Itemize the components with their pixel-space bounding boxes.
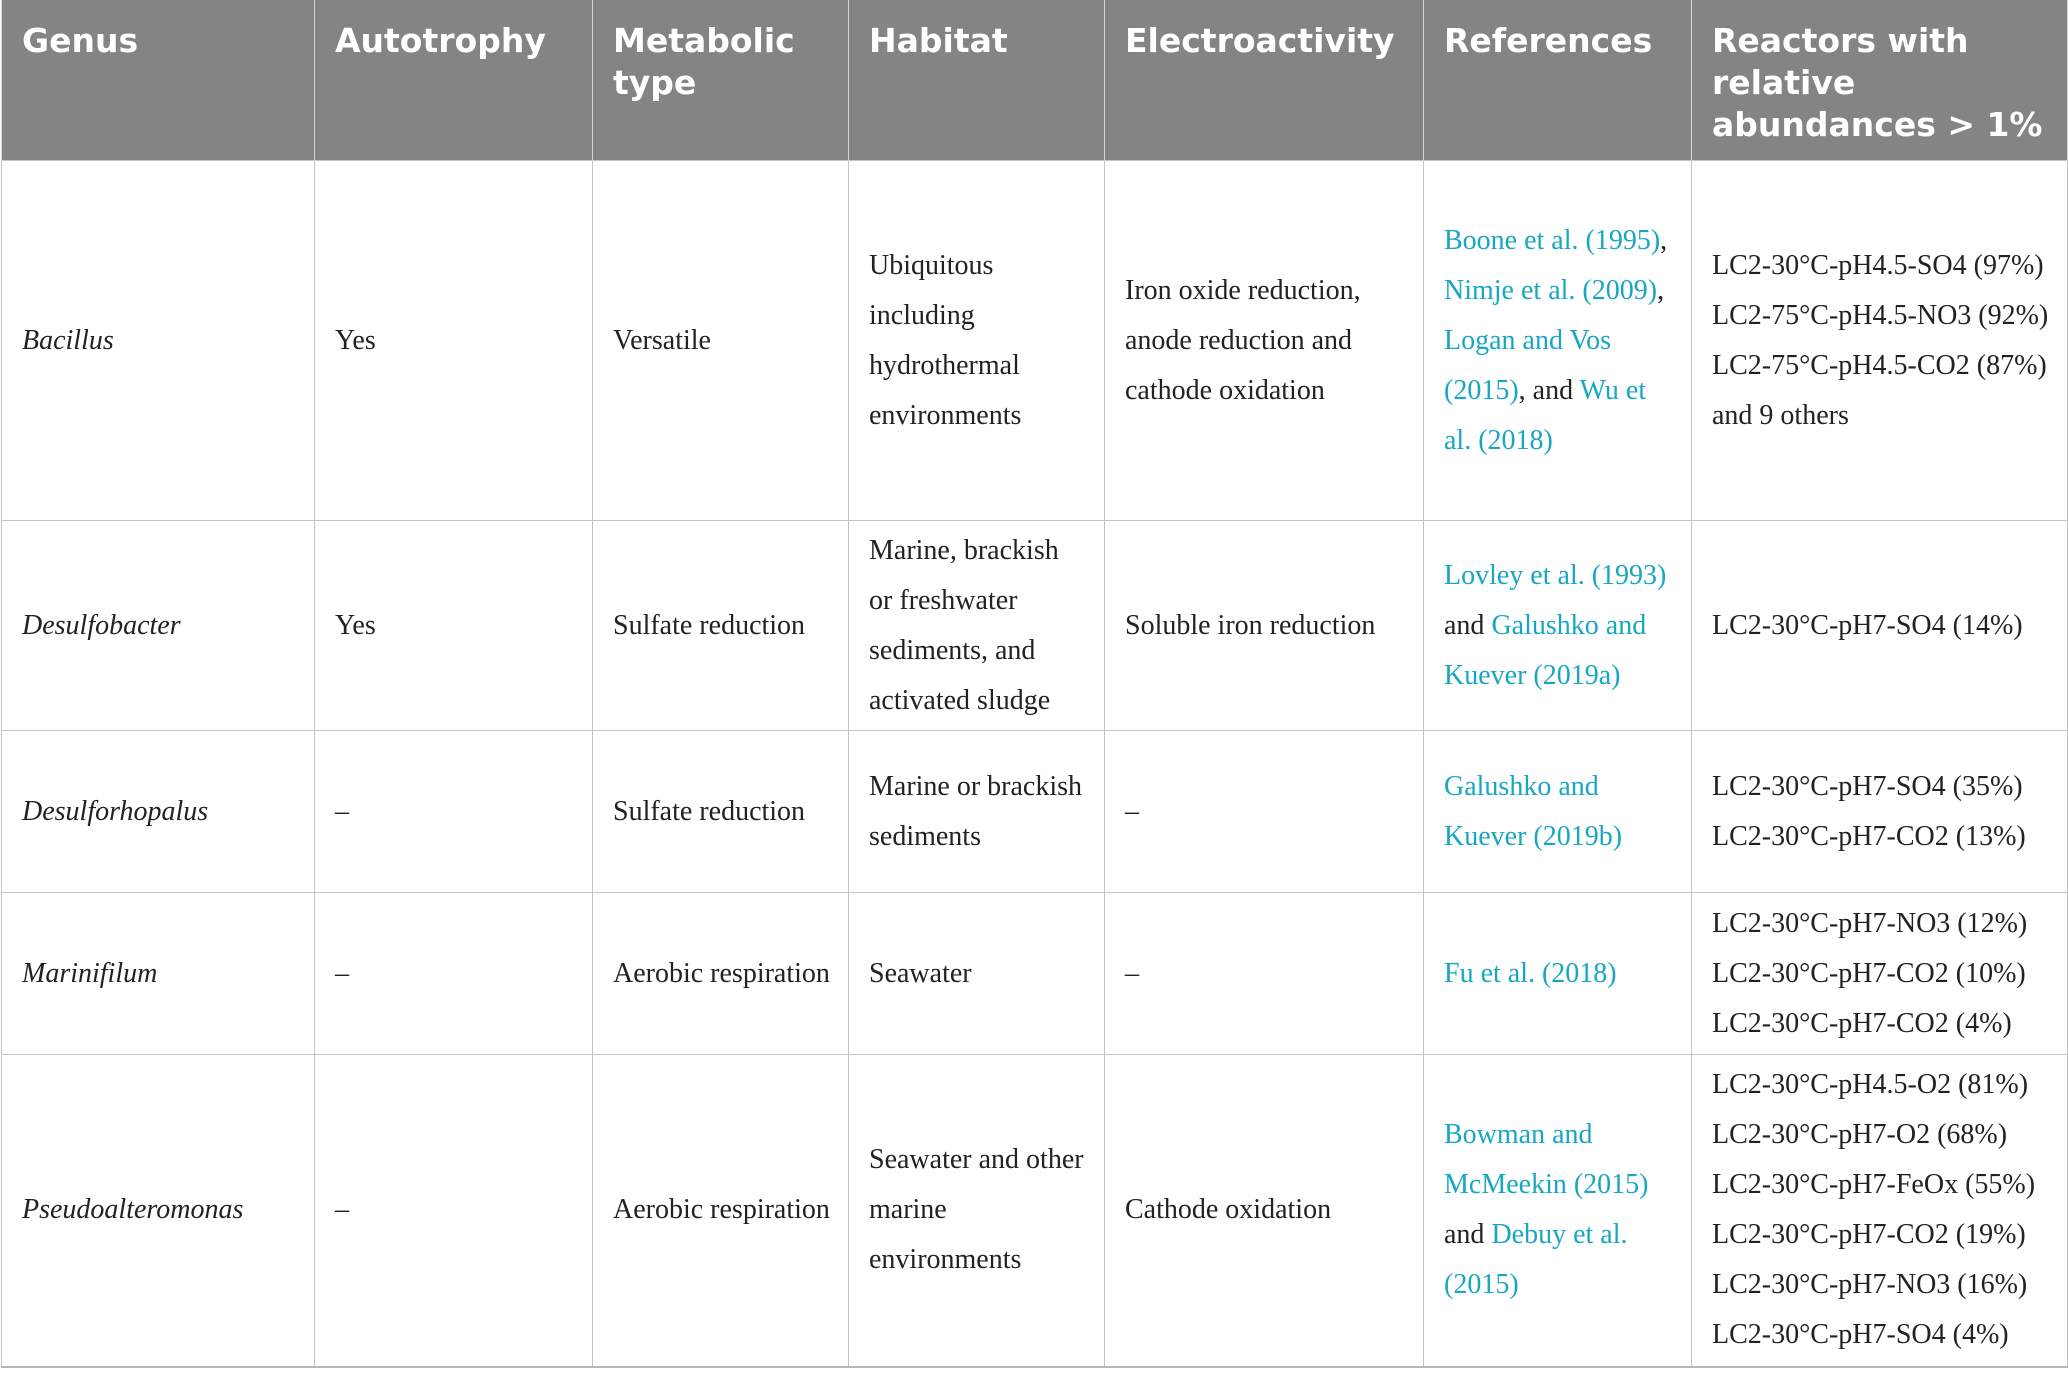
- metabolic-type-cell: Sulfate reduction: [593, 731, 849, 893]
- genus-cell: Desulforhopalus: [2, 731, 315, 893]
- genus-cell: Bacillus: [2, 161, 315, 521]
- reactor-entry: LC2-30°C-pH7-SO4 (14%): [1712, 609, 2023, 641]
- genus-cell: Marinifilum: [2, 893, 315, 1055]
- header-references: References: [1424, 0, 1692, 161]
- header-reactors: Reactors with relative abundances > 1%: [1692, 0, 2068, 161]
- reactor-entry: LC2-30°C-pH4.5-SO4 (97%): [1712, 249, 2044, 281]
- table-header: [2, 0, 2068, 161]
- habitat-cell: Seawater and other marine environments: [849, 1055, 1105, 1367]
- header-habitat: Habitat: [849, 0, 1105, 161]
- table-row: [2, 893, 2068, 1055]
- reference-link[interactable]: Galushko and Kuever (2019a): [1444, 609, 1647, 691]
- reactors-cell: [1692, 161, 2068, 521]
- reactor-entry: LC2-30°C-pH7-CO2 (10%): [1712, 957, 2026, 989]
- reference-separator: ,: [1660, 224, 1668, 256]
- reference-link[interactable]: Fu et al. (2018): [1444, 957, 1617, 989]
- genus-table: [1, 0, 2068, 1368]
- table-row: [2, 161, 2068, 521]
- reference-link[interactable]: Galushko and Kuever (2019b): [1444, 770, 1623, 852]
- header-genus: Genus: [2, 0, 315, 161]
- electroactivity-cell: –: [1105, 893, 1424, 1055]
- reactor-entry: LC2-30°C-pH7-CO2 (19%): [1712, 1219, 2026, 1251]
- reactor-entry: LC2-30°C-pH7-O2 (68%): [1712, 1119, 2008, 1151]
- genus-cell: Pseudoalteromonas: [2, 1055, 315, 1367]
- reference-separator: and: [1444, 1219, 1485, 1251]
- reactor-entry: LC2-75°C-pH4.5-CO2 (87%): [1712, 349, 2047, 381]
- reactors-cell: [1692, 731, 2068, 893]
- autotrophy-cell: Yes: [315, 161, 593, 521]
- reactor-entry: LC2-75°C-pH4.5-NO3 (92%): [1712, 299, 2049, 331]
- metabolic-type-cell: Aerobic respiration: [593, 893, 849, 1055]
- reference-link[interactable]: Debuy et al. (2015): [1444, 1219, 1628, 1301]
- references-cell: [1424, 893, 1692, 1055]
- header-autotrophy: Autotrophy: [315, 0, 593, 161]
- reference-link[interactable]: Boone et al. (1995): [1444, 224, 1661, 256]
- reactors-cell: [1692, 521, 2068, 731]
- reactor-entry: LC2-30°C-pH7-SO4 (35%): [1712, 770, 2023, 802]
- autotrophy-cell: –: [315, 731, 593, 893]
- reference-separator: and: [1444, 609, 1485, 641]
- reference-separator: ,: [1657, 274, 1665, 306]
- header-row: [2, 0, 2068, 161]
- table-row: [2, 1055, 2068, 1367]
- metabolic-type-cell: Versatile: [593, 161, 849, 521]
- reactor-entry: and 9 others: [1712, 399, 1849, 431]
- habitat-cell: Seawater: [849, 893, 1105, 1055]
- reactors-cell: [1692, 893, 2068, 1055]
- reference-separator: , and: [1518, 374, 1574, 406]
- references-cell: [1424, 161, 1692, 521]
- reactor-entry: LC2-30°C-pH7-CO2 (13%): [1712, 820, 2026, 852]
- reactor-entry: LC2-30°C-pH7-CO2 (4%): [1712, 1007, 2012, 1039]
- reactor-entry: LC2-30°C-pH7-FeOx (55%): [1712, 1169, 2036, 1201]
- reference-link[interactable]: Wu et al. (2018): [1444, 374, 1647, 456]
- references-cell: [1424, 731, 1692, 893]
- reactor-entry: LC2-30°C-pH7-SO4 (4%): [1712, 1319, 2009, 1351]
- header-metabolic-type: Metabolic type: [593, 0, 849, 161]
- table-body: [2, 161, 2068, 1367]
- genus-cell: Desulfobacter: [2, 521, 315, 731]
- habitat-cell: Marine, brackish or freshwater sediments, and activated sludge: [849, 521, 1105, 731]
- reference-link[interactable]: Lovley et al. (1993): [1444, 559, 1667, 591]
- autotrophy-cell: Yes: [315, 521, 593, 731]
- reactor-entry: LC2-30°C-pH7-NO3 (12%): [1712, 907, 2028, 939]
- autotrophy-cell: –: [315, 1055, 593, 1367]
- references-cell: [1424, 1055, 1692, 1367]
- autotrophy-cell: –: [315, 893, 593, 1055]
- reference-link[interactable]: Bowman and McMeekin (2015): [1444, 1119, 1649, 1201]
- references-cell: [1424, 521, 1692, 731]
- reactor-entry: LC2-30°C-pH7-NO3 (16%): [1712, 1269, 2028, 1301]
- electroactivity-cell: –: [1105, 731, 1424, 893]
- metabolic-type-cell: Sulfate reduction: [593, 521, 849, 731]
- electroactivity-cell: Iron oxide reduction, anode reduction and cathode oxidation: [1105, 161, 1424, 521]
- electroactivity-cell: Cathode oxidation: [1105, 1055, 1424, 1367]
- header-electroactivity: Electroactivity: [1105, 0, 1424, 161]
- habitat-cell: Marine or brackish sediments: [849, 731, 1105, 893]
- electroactivity-cell: Soluble iron reduction: [1105, 521, 1424, 731]
- metabolic-type-cell: Aerobic respiration: [593, 1055, 849, 1367]
- table-row: [2, 521, 2068, 731]
- table-row: [2, 731, 2068, 893]
- reference-link[interactable]: Logan and Vos (2015): [1444, 324, 1611, 406]
- reference-link[interactable]: Nimje et al. (2009): [1444, 274, 1658, 306]
- reactor-entry: LC2-30°C-pH4.5-O2 (81%): [1712, 1069, 2029, 1101]
- habitat-cell: Ubiquitous including hydrothermal environments: [849, 161, 1105, 521]
- reactors-cell: [1692, 1055, 2068, 1367]
